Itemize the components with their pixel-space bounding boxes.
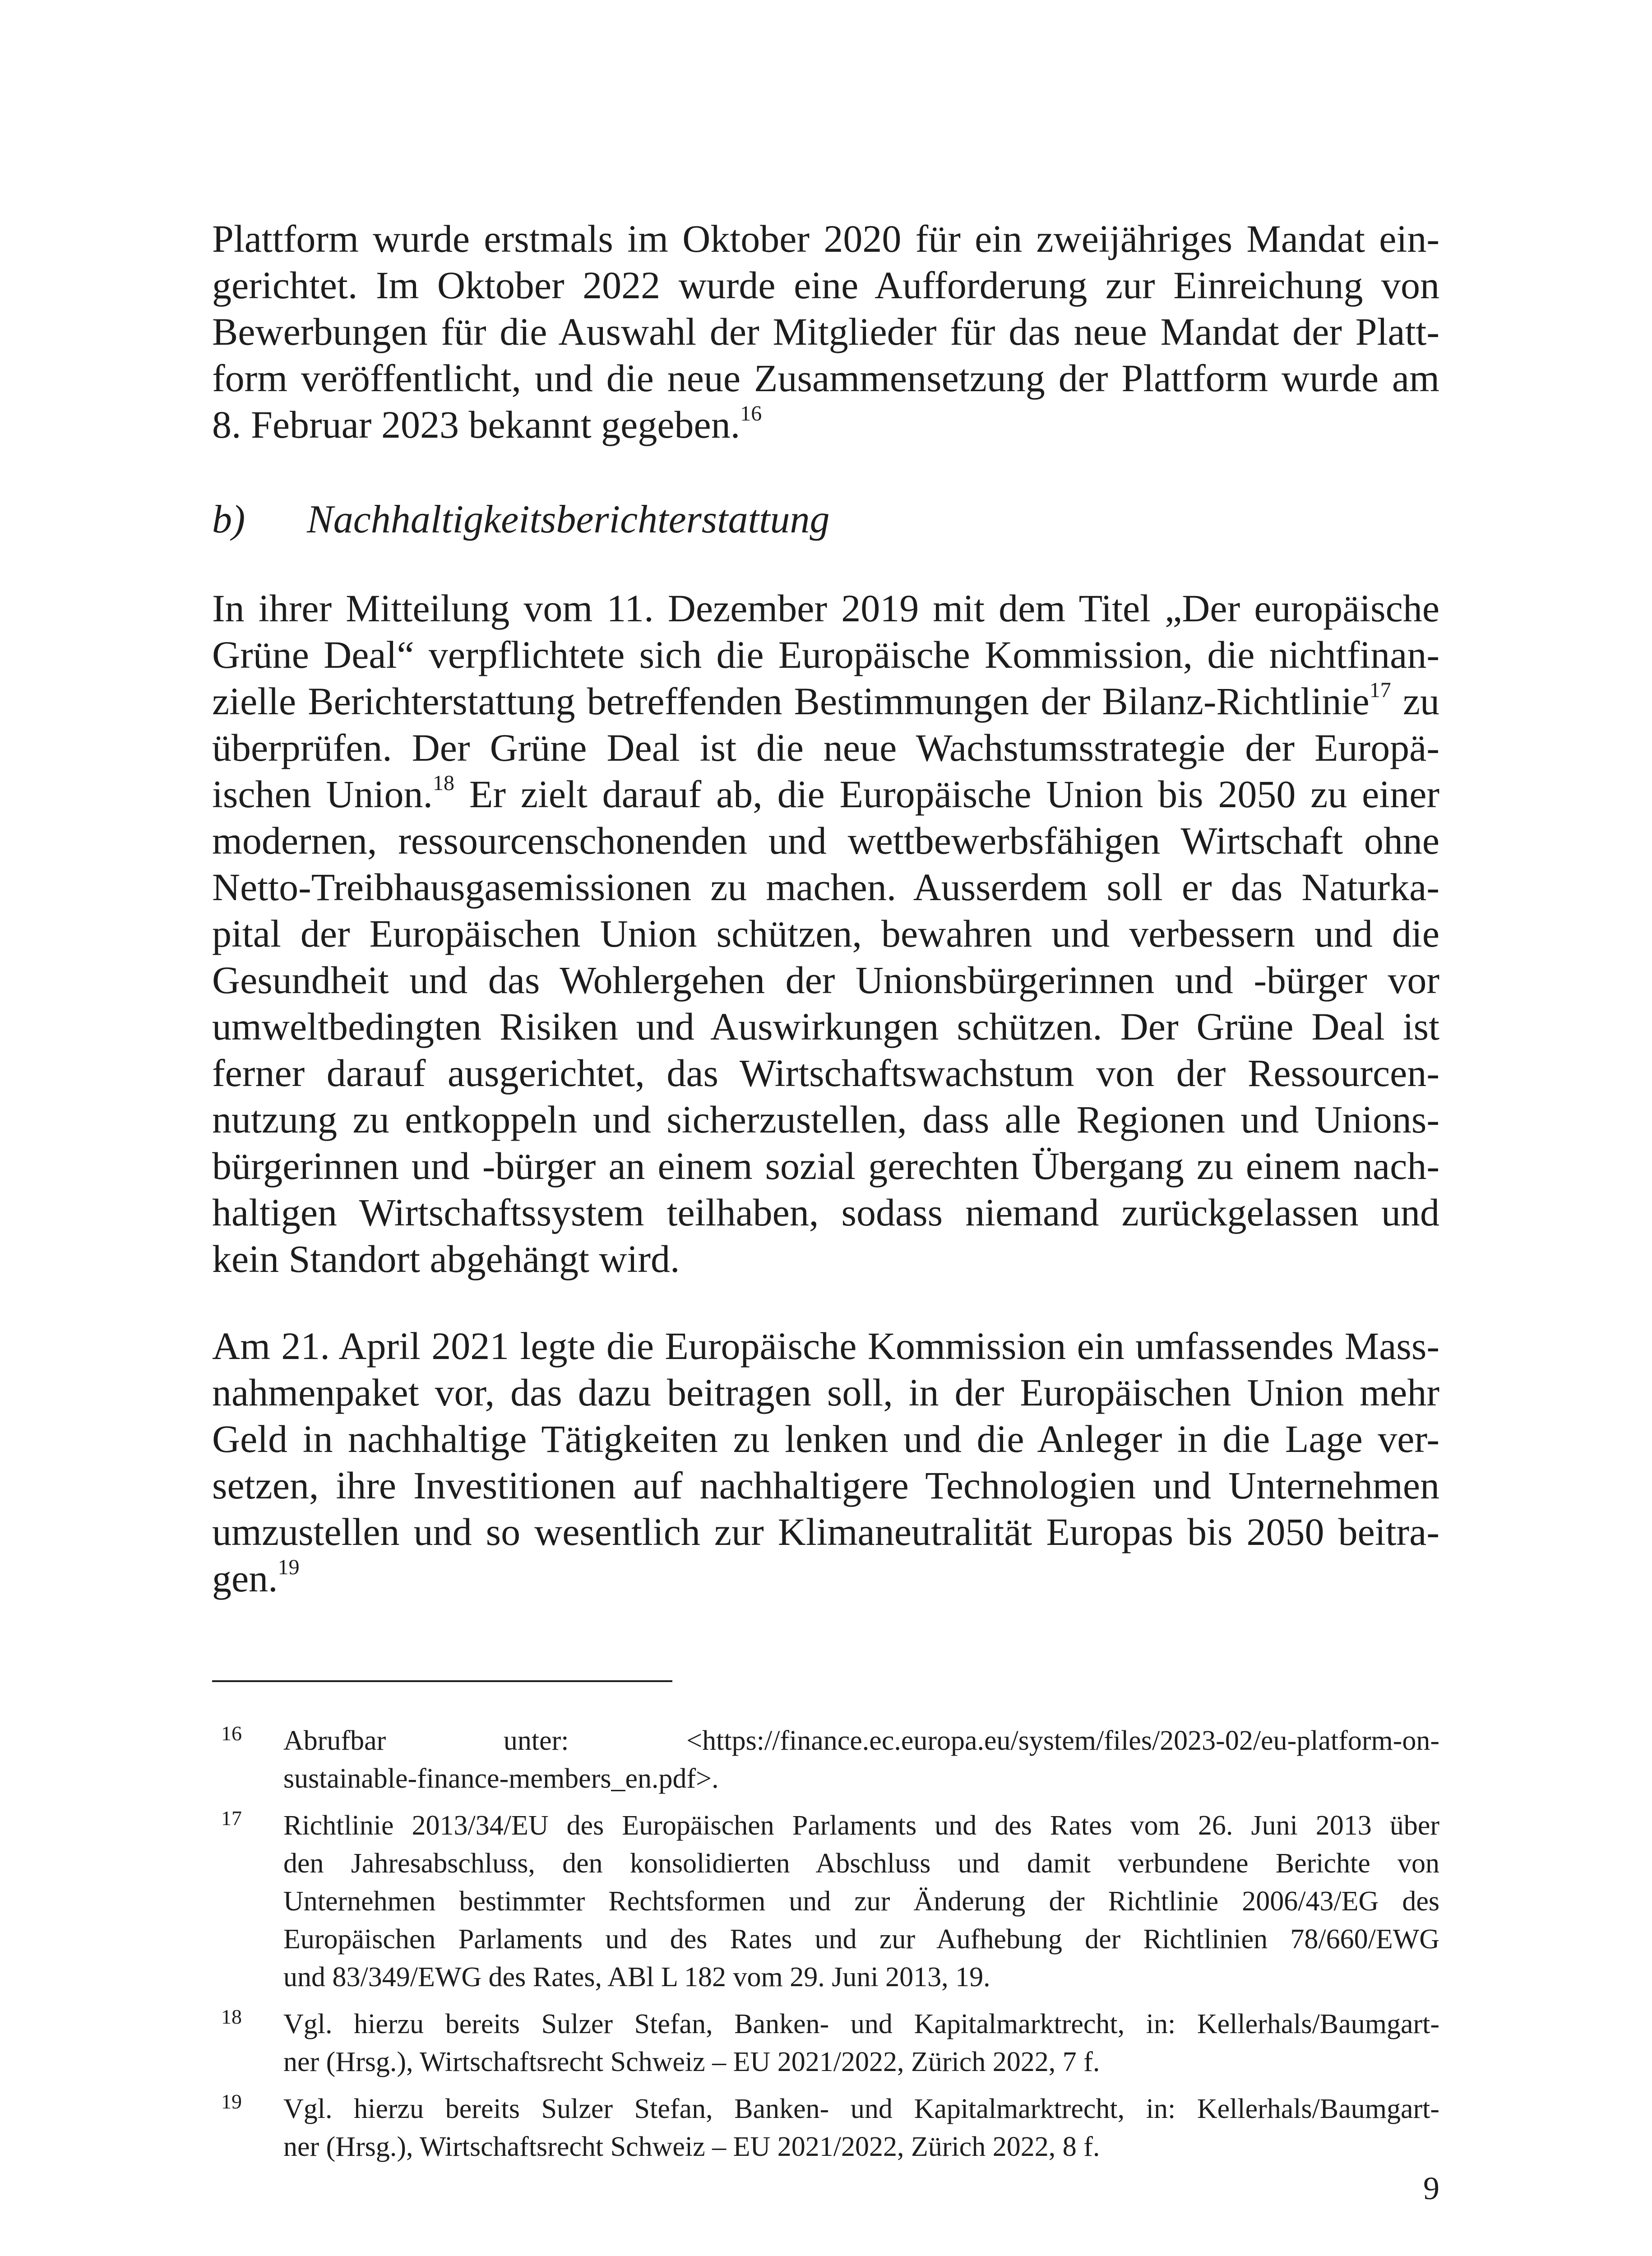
text-fragment: gen. — [212, 1557, 278, 1600]
text-line: haltigen Wirtschaftssystem teilhaben, sodass niemand zurückgelassen und — [212, 1191, 1439, 1234]
footnote-ref-18[interactable]: 18 — [433, 771, 455, 795]
text-line: nutzung zu entkoppeln und sicherzustellen, dass alle Regionen und Unions- — [212, 1098, 1439, 1141]
footnote-line: Vgl. hierzu bereits Sulzer Stefan, Banken- und Kapitalmarktrecht, in: Kellerhals/Baumgart- — [283, 2009, 1439, 2039]
footnote-line: Vgl. hierzu bereits Sulzer Stefan, Banken- und Kapitalmarktrecht, in: Kellerhals/Baumgart- — [283, 2094, 1439, 2124]
text-line: setzen, ihre Investitionen auf nachhaltigere Technologien und Unternehmen — [212, 1464, 1439, 1507]
footnote-ref-17[interactable]: 17 — [1369, 678, 1391, 702]
footnote-line: Europäischen Parlaments und des Rates und zur Aufhebung der Richtlinien 78/660/EWG — [283, 1924, 1439, 1955]
footnote-line: Unternehmen bestimmter Rechtsformen und zur Änderung der Richtlinie 2006/43/EG des — [283, 1886, 1439, 1917]
footnote-separator — [212, 1680, 672, 1682]
footnote-number: 17 — [221, 1807, 242, 1830]
text-line: In ihrer Mitteilung vom 11. Dezember 2019 mit dem Titel „Der europäische — [212, 587, 1439, 630]
text-line: pital der Europäischen Union schützen, bewahren und verbessern und die — [212, 912, 1439, 955]
footnote-number: 16 — [221, 1722, 242, 1745]
text-fragment: Er zielt darauf ab, die Europäische Union bis 2050 zu einer — [454, 772, 1440, 816]
text-line: überprüfen. Der Grüne Deal ist die neue Wachstumsstrategie der Europä- — [212, 726, 1439, 769]
section-label: b) — [212, 498, 245, 541]
footnote-number: 19 — [221, 2090, 242, 2113]
page-number: 9 — [1423, 2170, 1439, 2206]
text-line — [212, 678, 1439, 725]
text-line: Geld in nachhaltige Tätigkeiten zu lenken und die Anleger in die Lage ver- — [212, 1417, 1439, 1461]
text-line: ferner darauf ausgerichtet, das Wirtschaftswachstum von der Ressourcen- — [212, 1051, 1439, 1095]
text-fragment: zielle Berichterstattung betreffenden Bestimmungen der Bilanz-Richtlinie — [212, 680, 1370, 723]
text-line: bürgerinnen und -bürger an einem sozial gerechten Übergang zu einem nach- — [212, 1144, 1439, 1188]
text-line: umzustellen und so wesentlich zur Klimaneutralität Europas bis 2050 beitra- — [212, 1510, 1439, 1553]
text-line — [212, 1555, 1439, 1602]
text-line — [212, 771, 1439, 818]
text-line: umweltbedingten Risiken und Auswirkungen schützen. Der Grüne Deal ist — [212, 1005, 1439, 1048]
footnote-link-line[interactable]: Abrufbar unter: <https://finance.ec.europa.eu/system/files/2023-02/eu-platform-on- — [283, 1725, 1439, 1756]
footnote-ref-19[interactable]: 19 — [278, 1555, 300, 1579]
text-line: gerichtet. Im Oktober 2022 wurde eine Aufforderung zur Einreichung von — [212, 264, 1439, 307]
text-line: Grüne Deal“ verpflichtete sich die Europäische Kommission, die nichtfinan- — [212, 633, 1439, 676]
text-line — [212, 402, 1439, 448]
footnote-line: und 83/349/EWG des Rates, ABl L 182 vom 29. Juni 2013, 19. — [283, 1962, 990, 1992]
text-line: Bewerbungen für die Auswahl der Mitglieder für das neue Mandat der Platt- — [212, 310, 1439, 353]
text-line: nahmenpaket vor, das dazu beitragen soll, in der Europäischen Union mehr — [212, 1371, 1439, 1414]
text-fragment: 8. Februar 2023 bekannt gegeben. — [212, 403, 740, 446]
footnote-line: ner (Hrsg.), Wirtschaftsrecht Schweiz – EU 2021/2022, Zürich 2022, 7 f. — [283, 2047, 1100, 2077]
text-line: Gesundheit und das Wohlergehen der Unionsbürgerinnen und -bürger vor — [212, 958, 1439, 1002]
footnote-line: ner (Hrsg.), Wirtschaftsrecht Schweiz – EU 2021/2022, Zürich 2022, 8 f. — [283, 2131, 1100, 2162]
footnote-line: den Jahresabschluss, den konsolidierten Abschluss und damit verbundene Berichte von — [283, 1848, 1439, 1879]
footnote-number: 18 — [221, 2005, 242, 2028]
text-fragment: zu — [1391, 680, 1440, 723]
footnote-link-line[interactable]: sustainable-finance-members_en.pdf>. — [283, 1763, 719, 1794]
section-heading — [212, 496, 830, 543]
text-line: Plattform wurde erstmals im Oktober 2020 für ein zweijähriges Mandat ein- — [212, 217, 1439, 260]
text-line: kein Standort abgehängt wird. — [212, 1237, 680, 1281]
text-line: form veröffentlicht, und die neue Zusammensetzung der Plattform wurde am — [212, 356, 1439, 400]
section-title: Nachhaltigkeitsberichterstattung — [307, 498, 830, 541]
footnote-ref-16[interactable]: 16 — [740, 402, 762, 425]
text-fragment: ischen Union. — [212, 772, 433, 816]
text-line: Am 21. April 2021 legte die Europäische Kommission ein umfassendes Mass- — [212, 1324, 1439, 1368]
footnote-line: Richtlinie 2013/34/EU des Europäischen Parlaments und des Rates vom 26. Juni 2013 über — [283, 1810, 1439, 1841]
text-line: Netto-Treibhausgasemissionen zu machen. Ausserdem soll er das Naturka- — [212, 865, 1439, 909]
text-line: modernen, ressourcenschonenden und wettbewerbsfähigen Wirtschaft ohne — [212, 819, 1439, 862]
